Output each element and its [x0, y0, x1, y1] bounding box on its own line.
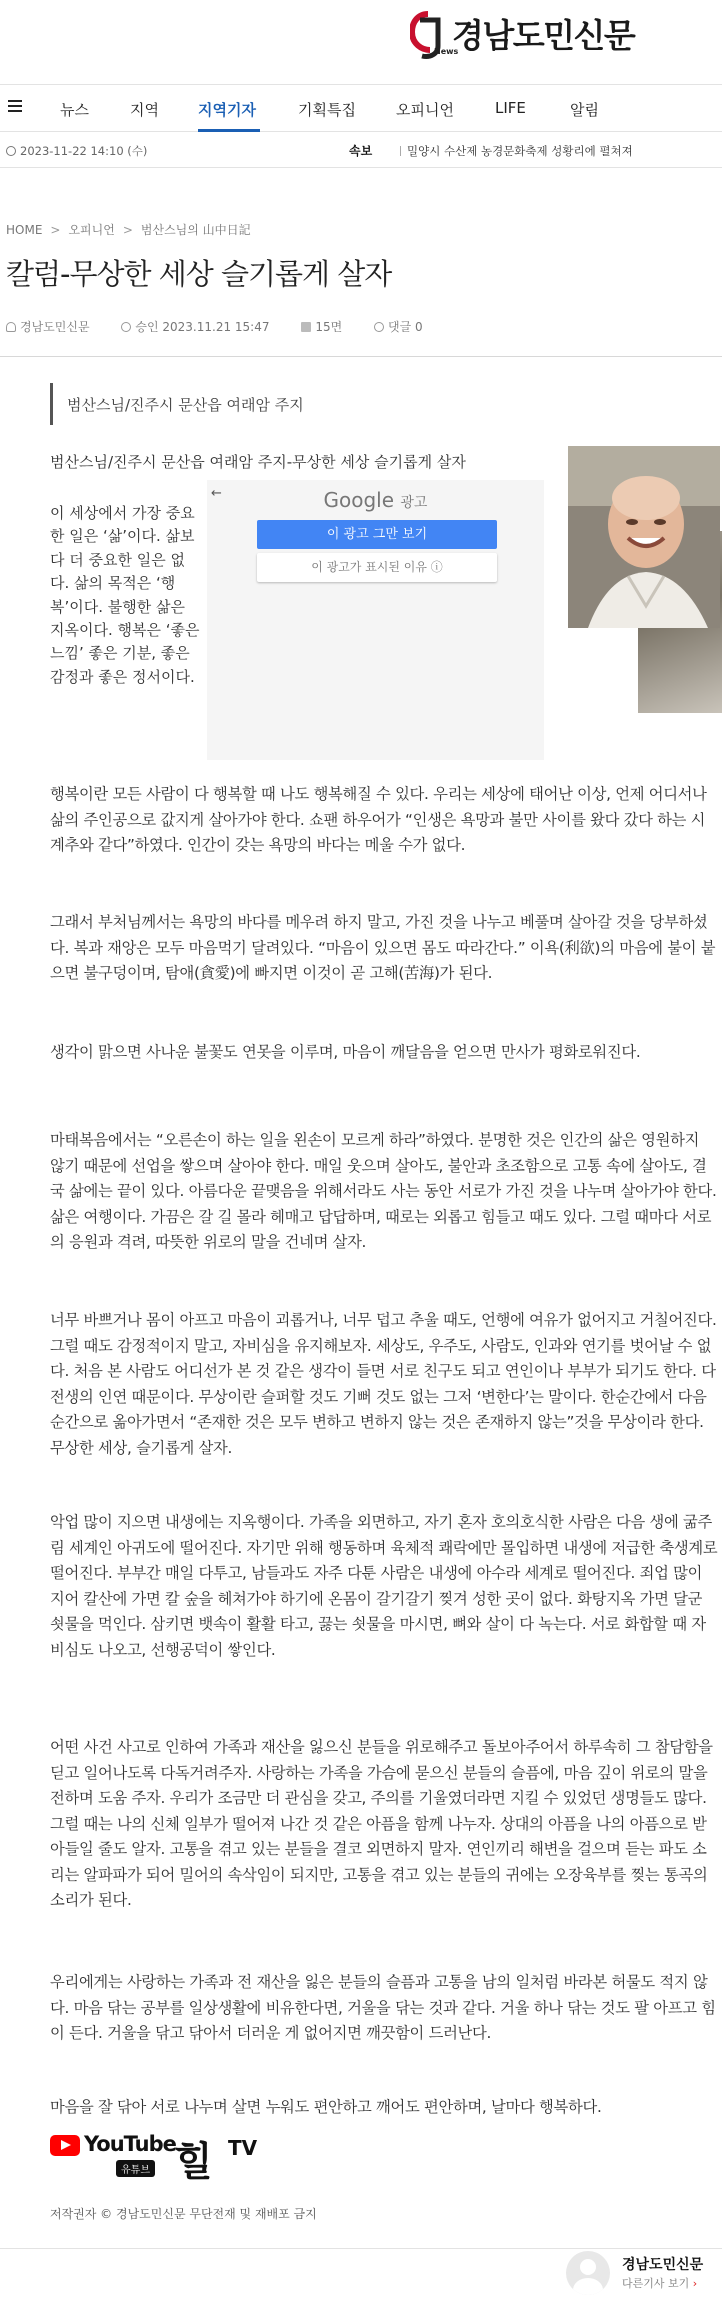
paragraph-4: 마태복음에서는 “오른손이 하는 일을 왼손이 모르게 하라”하였다. 분명한 것은 인간의 삶은 영원하지 않기 때문에 선업을 쌓으며 살아야 한다. 매일 웃으며 살아도, 불안과 초조함으로 고통 속에 살아도, 결국 삶에는 끝이 있다. 아름다운 끝맺음을 위해서라도 사는 동안 서로가 가진 것을 나누며 살아가야 한다. 삶은 여행이다. 가끔은 갈 길 몰라 헤매고 답답하며, 때로는 외롭고 힘들고 때도 있다. 그럴 때마다 서로의 응원과 격려, 따뜻한 위로의 말을 건네며 살자. [50, 1131, 717, 1251]
other-articles-link[interactable]: 다른기사 보기 › [622, 2277, 698, 2290]
back-arrow-icon[interactable]: ← [211, 486, 222, 501]
youtube-logo[interactable]: YouTube [84, 2132, 176, 2156]
divider [0, 356, 722, 357]
youtube-badge: 유튜브 [116, 2160, 155, 2177]
logo-sub: News [434, 47, 459, 56]
main-nav [0, 84, 722, 132]
ad-brand: Google 광고 [323, 488, 428, 512]
article-meta [6, 318, 451, 335]
article-intro: 이 세상에서 가장 중요한 일은 ‘삶’이다. 삶보다 더 중요한 일은 없다. 삶의 목적은 ‘행복’이다. 불행한 삶은 지옥이다. 행복은 ‘좋은 느낌’ 좋은 기분, 좋은 감정과 좋은 정서이다. [50, 504, 200, 686]
logo-text: 경남도민신문 [452, 16, 635, 55]
copyright: 저작권자 © 경남도민신문 무단전재 및 재배포 금지 [50, 2207, 317, 2221]
stop-ad-button[interactable]: 이 광고 그만 보기 [257, 520, 497, 549]
heal-tv-logo[interactable]: 힐 [174, 2138, 213, 2185]
chevron-right-icon: › [692, 2277, 698, 2290]
paragraph-8: 우리에게는 사랑하는 가족과 전 재산을 잃은 분들의 슬픔과 고통을 남의 일처럼 바라본 허물도 적지 않다. 마음 닦는 공부를 일상생활에 비유한다면, 거울을 닦는 것과 같다. 거울 하나 닦는 것도 팔 아프고 힘이 든다. 거울을 닦고 닦아서 더러운 게 없어지면 깨끗함이 드러난다. [50, 1973, 716, 2042]
person-icon [6, 322, 16, 332]
nav-item-local-reporter[interactable]: 지역기자 [198, 101, 256, 119]
chevron-right-icon: > [50, 223, 61, 237]
page-icon [301, 322, 311, 332]
paragraph-2: 그래서 부처님께서는 욕망의 바다를 메우려 하지 말고, 가진 것을 나누고 베풀며 살아갈 것을 당부하셨다. 복과 재앙은 모두 마음먹기 달려있다. “마음이 있으면 몸도 따라간다.” 이욕(利欲)의 마음에 불이 붙으면 불구덩이며, 탐애(貪愛)에 빠지면 이것이 곧 고해(苦海)가 된다. [50, 913, 716, 982]
paragraph-5: 너무 바쁘거나 몸이 아프고 마음이 괴롭거나, 너무 덥고 추울 때도, 언행에 여유가 없어지고 거칠어진다. 그럴 때도 감정적이지 말고, 자비심을 유지해보자. 세상도, 우주도, 사람도, 인과와 연기를 벗어날 수 없다. 처음 본 사람도 어디선가 본 것 같은 생각이 들면 서로 친구도 되고 연인이나 부부가 되기도 한다. 다 전생의 인연 때문이다. 무상이란 슬퍼할 것도 기뻐 것도 없는 그저 ‘변한다’는 말이다. 한순간에서 다음 순간으로 옮아가면서 “존재한 것은 모두 변하고 변하지 않는 것은 존재하지 않는”것을 무상이라 한다. 무상한 세상, 슬기롭게 살자. [50, 1311, 717, 1457]
breadcrumb-home[interactable]: HOME [6, 223, 43, 237]
breadcrumb-column[interactable]: 범산스님의 山中日記 [140, 223, 251, 237]
breadcrumb [6, 221, 251, 238]
paragraph-1: 행복이란 모든 사람이 다 행복할 때 나도 행복해질 수 있다. 우리는 세상에 태어난 이상, 언제 어디서나 삶의 주인공으로 값지게 살아가야 한다. 쇼팬 하우어가 “인생은 욕망과 불만 사이를 왔다 갔다 하는 시계추와 같다”하였다. 인간이 갖는 욕망의 바다는 메울 수가 없다. [50, 785, 707, 854]
heal-tv-label: TV [228, 2136, 258, 2160]
menu-icon[interactable] [8, 100, 22, 114]
footer-logos [50, 2130, 350, 2185]
paragraph-6: 악업 많이 지으면 내생에는 지옥행이다. 가족을 외면하고, 자기 혼자 호의호식한 사람은 다음 생에 굶주림 세계인 아귀도에 떨어진다. 자기만 위해 행동하며 육체적 쾌락에만 몰입하면 내생에 저급한 축생계로 떨어진다. 부부간 매일 다투고, 남들과도 자주 다툰 사람은 내생에 아수라 세계로 떨어진다. 죄업 많이 지어 칼산에 가면 칼 숲을 헤쳐가야 하기에 온몸이 갈기갈기 찢겨 성한 곳이 없다. 화탕지옥 가면 달군 쇳물을 먹인다. 삼키면 뱃속이 활활 타고, 끓는 쇳물을 마시면, 뼈와 살이 다 녹는다. 서로 화합할 때 자비심도 나오고, 선행공덕이 쌓인다. [50, 1513, 718, 1659]
nav-item-feature[interactable]: 기획특집 [298, 101, 356, 119]
page-number: 15면 [315, 320, 343, 334]
paragraph-7: 어떤 사건 사고로 인하여 가족과 재산을 잃으신 분들을 위로해주고 돌보아주어서 하루속히 그 참담함을 딛고 일어나도록 다독거려주자. 사랑하는 가족을 가슴에 묻으신 분들의 슬픔에, 마음 깊이 위로의 말을 전하며 도움 주자. 우리가 조금만 더 관심을 갖고, 주의를 기울였더라면 지킬 수 있었던 생명들도 많다. 그럴 때는 나의 신체 일부가 떨어져 나간 것 같은 아픔을 함께 나누자. 상대의 아픔을 나의 아픔으로 받아들일 줄도 알자. 고통을 겪고 있는 분들을 결코 외면하지 말자. 연인끼리 해변을 걸으며 듣는 파도 소리는 알파파가 되어 밀어의 속삭임이 되지만, 고통을 겪고 있는 분들의 귀에는 오장육부를 찢는 통곡의 소리가 된다. [50, 1738, 713, 1909]
monk-portrait-image [568, 446, 720, 628]
ad-block [207, 480, 544, 760]
current-date: 2023-11-22 14:10 (수) [6, 143, 147, 159]
breaking-headline[interactable]: 밀양시 수산제 농경문화축제 성황리에 펼쳐져 [400, 143, 633, 159]
article-subtitle: 범산스님/진주시 문산읍 여래암 주지 [50, 383, 718, 425]
site-logo[interactable] [410, 4, 722, 62]
nav-item-news[interactable]: 뉴스 [60, 101, 89, 119]
youtube-play-icon[interactable] [50, 2135, 80, 2156]
article-title: 칼럼-무상한 세상 슬기롭게 살자 [6, 257, 392, 291]
nav-item-life[interactable]: LIFE [495, 99, 526, 117]
news-ticker [0, 132, 722, 168]
breaking-label: 속보 [349, 144, 373, 158]
nav-item-region[interactable]: 지역 [130, 101, 159, 119]
paragraph-9: 마음을 잘 닦아 서로 나누며 살면 누워도 편안하고 깨어도 편안하며, 날마다 행복하다. [50, 2098, 602, 2116]
avatar [566, 2251, 610, 2295]
why-ad-button[interactable]: 이 광고가 표시된 이유 ⓘ [257, 553, 497, 582]
author[interactable]: 경남도민신문 [20, 320, 90, 334]
author-bar [0, 2248, 722, 2297]
paragraph-3: 생각이 맑으면 사나운 불꽃도 연못을 이루며, 마음이 깨달음을 얻으면 만사가 평화로워진다. [50, 1043, 641, 1061]
clock-icon [121, 322, 131, 332]
comment-count[interactable]: 댓글 0 [388, 320, 423, 334]
clock-icon [6, 146, 16, 156]
author-bar-name: 경남도민신문 [622, 2257, 704, 2273]
approved-date: 승인 2023.11.21 15:47 [135, 320, 270, 334]
comment-icon [374, 322, 384, 332]
article-byline: 범산스님/진주시 문산읍 여래암 주지-무상한 세상 슬기롭게 살자 [50, 453, 466, 471]
chevron-right-icon: > [122, 223, 133, 237]
author-photo [568, 446, 720, 628]
breadcrumb-opinion[interactable]: 오피니언 [68, 223, 115, 237]
nav-item-opinion[interactable]: 오피니언 [396, 101, 454, 119]
nav-item-notice[interactable]: 알림 [570, 101, 599, 119]
